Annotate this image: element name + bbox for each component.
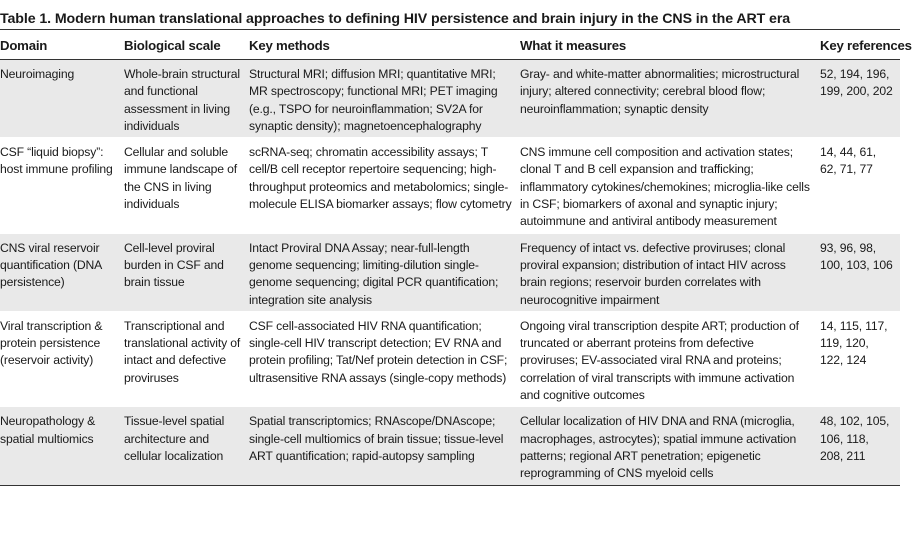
cell-refs: 93, 96, 98, 100, 103, 106 — [820, 233, 900, 311]
cell-domain: CSF “liquid biopsy”: host immune profiling — [0, 145, 113, 177]
cell-measures: Ongoing viral transcription despite ART; production of truncated or aberrant proteins from defective proviruses; EV-associated viral RNA and proteins; correlation of viral transcripts with immune activation and cognitive outcomes — [520, 318, 799, 403]
column-header-key-methods: Key methods — [249, 30, 520, 60]
cell-scale: Whole-brain structural and functional assessment in living individuals — [124, 60, 249, 138]
cell-domain: Viral transcription & protein persistence (reservoir activity) — [0, 318, 103, 368]
cell-methods: scRNA-seq; chromatin accessibility assays; T cell/B cell receptor repertoire sequencing; high-throughput proteomics and metabolomics; single-molecule ELISA biomarker assays; flow cytometry — [249, 145, 512, 212]
column-header-biological-scale: Biological scale — [124, 30, 249, 60]
cell-methods: Structural MRI; diffusion MRI; quantitative MRI; MR spectroscopy; functional MRI; PET imaging (e.g., TSPO for neuroinflammation; SV2A for synaptic density); magnetoencephalography — [249, 60, 520, 138]
cell-measures: Cellular localization of HIV DNA and RNA (microglia, macrophages, astrocytes); spatial immune activation patterns; regional ART penetration; epigenetic reprogramming of CNS myeloid cells — [520, 407, 820, 485]
cell-domain: Neuropathology & spatial multiomics — [0, 407, 124, 485]
cell-refs: 48, 102, 105, 106, 118, 208, 211 — [820, 407, 900, 485]
column-header-key-references: Key references — [820, 30, 900, 60]
cell-scale: Tissue-level spatial architecture and cellular localization — [124, 407, 249, 485]
table-row — [0, 60, 900, 138]
cell-methods: Spatial transcriptomics; RNAscope/DNAscope; single-cell multiomics of brain tissue; tissue-level ART quantification; rapid-autopsy sampling — [249, 407, 520, 485]
cell-scale: Transcriptional and translational activity of intact and defective proviruses — [124, 318, 241, 385]
table-row — [0, 233, 900, 311]
cell-domain: CNS viral reservoir quantification (DNA persistence) — [0, 233, 124, 311]
cell-measures: Gray- and white-matter abnormalities; microstructural injury; altered connectivity; cerebral blood flow; neuroinflammation; synaptic density — [520, 60, 820, 138]
cell-methods: Intact Proviral DNA Assay; near-full-length genome sequencing; limiting-dilution single-genome sequencing; digital PCR quantification; integration site analysis — [249, 233, 520, 311]
table-row — [0, 138, 900, 233]
cell-methods: CSF cell-associated HIV RNA quantification; single-cell HIV transcript detection; EV RNA and protein profiling; Tat/Nef protein detection in CSF; ultrasensitive RNA assays (single-copy methods) — [249, 318, 508, 385]
column-header-what-it-measures: What it measures — [520, 30, 820, 60]
table-row — [0, 407, 900, 485]
cell-scale: Cellular and soluble immune landscape of the CNS in living individuals — [124, 145, 237, 212]
cell-refs: 14, 44, 61, 62, 71, 77 — [820, 145, 876, 177]
column-header-domain: Domain — [0, 30, 124, 60]
cell-measures: CNS immune cell composition and activation states; clonal T and B cell expansion and trafficking; inflammatory cytokines/chemokines; microglia-like cells in CSF; biomarkers of axonal and synaptic injury; autoimmune and antiviral antibody measurement — [520, 145, 810, 229]
cell-refs: 52, 194, 196, 199, 200, 202 — [820, 60, 900, 138]
table-row — [0, 311, 900, 406]
cell-measures: Frequency of intact vs. defective proviruses; clonal proviral expansion; distribution of intact HIV across brain regions; reservoir burden correlates with neurocognitive impairment — [520, 233, 820, 311]
cell-domain: Neuroimaging — [0, 60, 124, 138]
table-title: Table 1. Modern human translational approaches to defining HIV persistence and brain injury in the CNS in the ART era — [0, 11, 791, 27]
header-row — [0, 30, 900, 60]
cell-refs: 14, 115, 117, 119, 120, 122, 124 — [820, 318, 888, 368]
cell-scale: Cell-level proviral burden in CSF and brain tissue — [124, 233, 249, 311]
data-table — [0, 30, 912, 486]
